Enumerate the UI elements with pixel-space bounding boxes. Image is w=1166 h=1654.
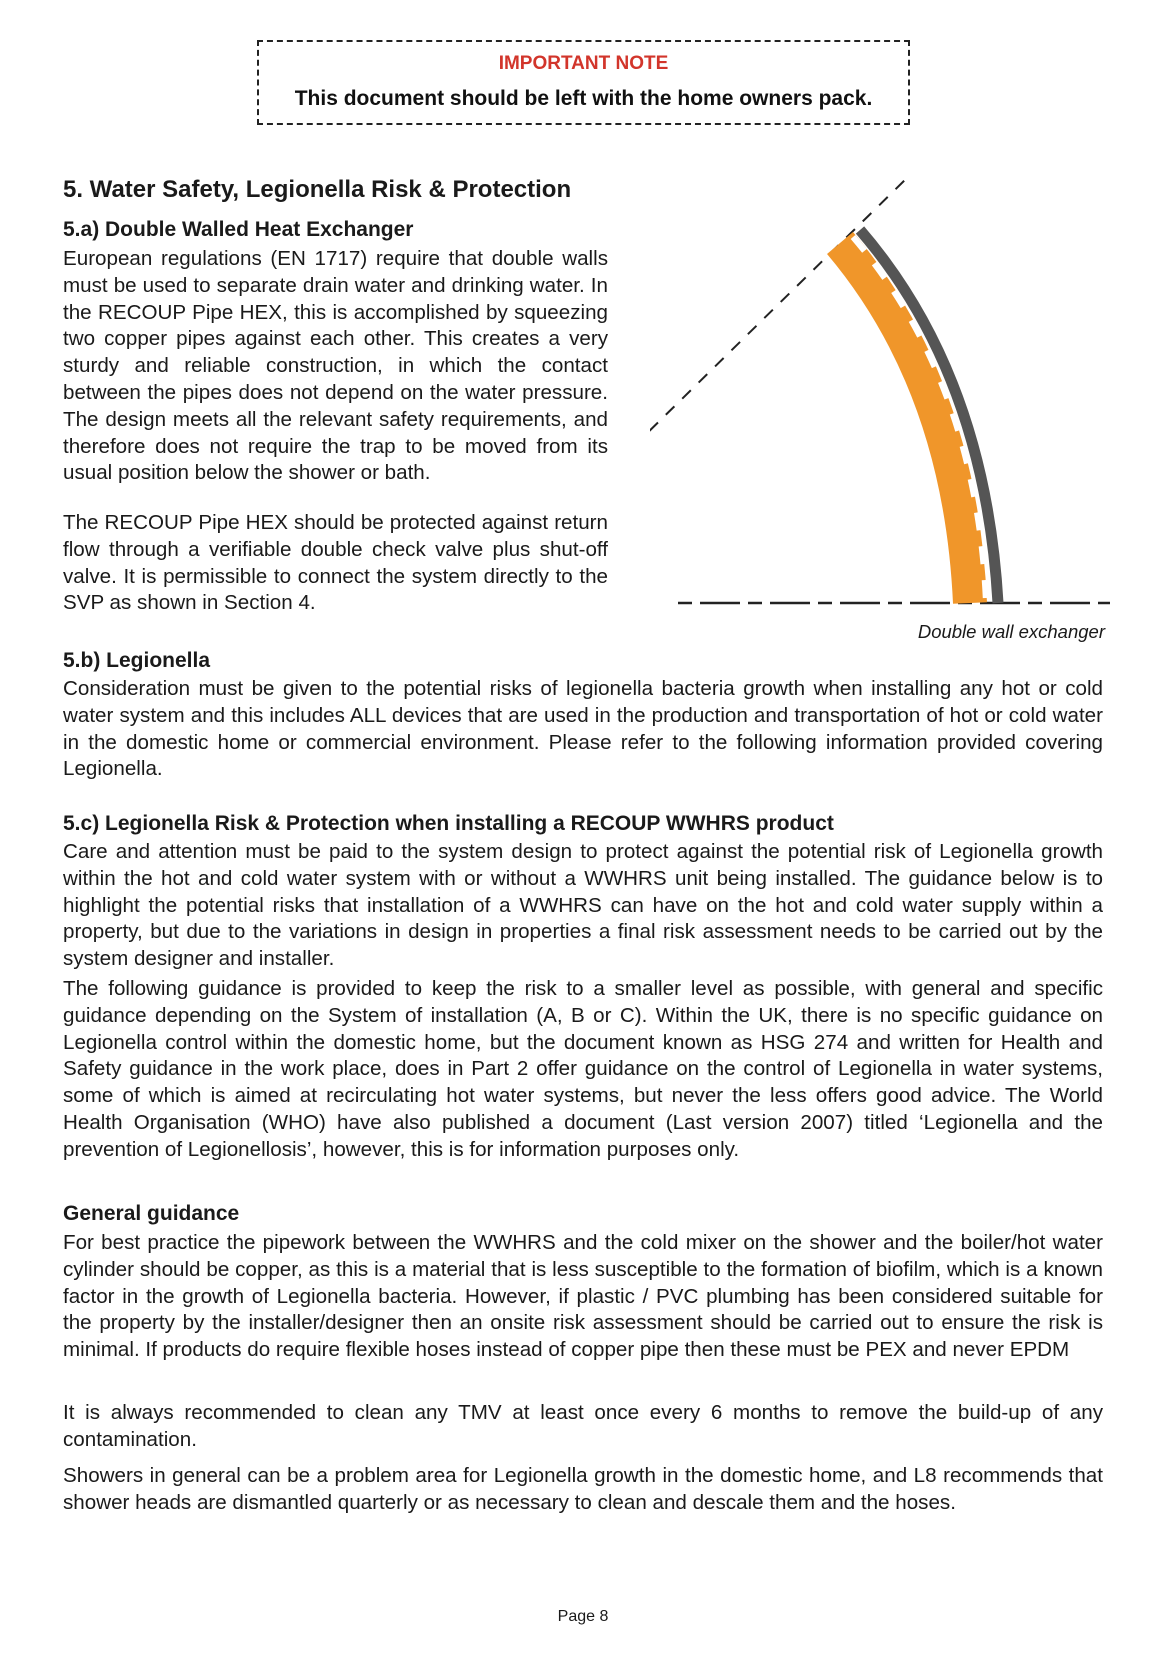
paragraph-general-1: For best practice the pipework between the WWHRS and the cold mixer on the shower and the boiler/hot water cylinder should be copper, as this is a material that is less susceptible to the formation of biofilm, which is a known factor in the growth of Legionella bacteria. However, if plastic / PVC plumbing has been considered suitable for the property by the installer/designer then an onsite risk assessment should be carried out to ensure the risk is minimal. If products do require flexible hoses instead of copper pipe then these must be PEX and never EPDM — [63, 1231, 1103, 1362]
important-note-text: This document should be left with the home owners pack. — [294, 87, 873, 110]
figure-caption: Double wall exchanger — [917, 621, 1105, 642]
page-number: Page 8 — [557, 1608, 609, 1625]
heading-5b: 5.b) Legionella — [63, 649, 211, 672]
double-wall-exchanger-diagram — [650, 175, 1110, 645]
paragraph-general-2: It is always recommended to clean any TMV at least once every 6 months to remove the build-up of any contamination. — [63, 1401, 1103, 1451]
section-title: 5. Water Safety, Legionella Risk & Protection — [63, 176, 572, 203]
important-note-title: IMPORTANT NOTE — [498, 53, 669, 74]
paragraph-5c-1: Care and attention must be paid to the system design to protect against the potential risk of Legionella growth within the hot and cold water system with or without a WWHRS unit being installed. The guidance below is to highlight the potential risks that installation of a WWHRS can have on the hot and cold water supply within a property, but due to the variations in design in properties a final risk assessment needs to be carried out by the system designer and installer. — [63, 840, 1103, 971]
paragraph-5b-1: Consideration must be given to the potential risks of legionella bacteria growth when installing any hot or cold water system and this includes ALL devices that are used in the production and transportation of hot or cold water in the domestic home or commercial environment. Please refer to the following information provided covering Legionella. — [63, 677, 1103, 781]
heading-5a: 5.a) Double Walled Heat Exchanger — [63, 218, 414, 241]
important-note-box — [257, 40, 910, 125]
paragraph-5a-2: The RECOUP Pipe HEX should be protected against return flow through a verifiable double check valve plus shut-off valve. It is permissible to connect the system directly to the SVP as shown in Section 4. — [63, 511, 608, 615]
heading-general-guidance: General guidance — [63, 1202, 240, 1225]
paragraph-5a-1: European regulations (EN 1717) require that double walls must be used to separate drain water and drinking water. In the RECOUP Pipe HEX, this is accomplished by squeezing two copper pipes against each other. This creates a very sturdy and reliable construction, in which the contact between the pipes does not depend on the water pressure. The design meets all the relevant safety requirements, and therefore does not require the trap to be moved from its usual position below the shower or bath. — [63, 247, 608, 485]
heading-5c: 5.c) Legionella Risk & Protection when installing a RECOUP WWHRS product — [63, 812, 834, 835]
paragraph-5c-2: The following guidance is provided to keep the risk to a smaller level as possible, with general and specific guidance depending on the System of installation (A, B or C). Within the UK, there is no specific guidance on Legionella control within the domestic home, but the document known as HSG 274 and written for Health and Safety guidance in the work place, does in Part 2 offer guidance on the control of Legionella in water systems, some of which is aimed at recirculating hot water systems, but never the less offers good advice. The World Health Organisation (WHO) have also published a document (Last version 2007) titled ‘Legionella and the prevention of Legionellosis’, however, this is for information purposes only. — [63, 977, 1103, 1161]
paragraph-general-3: Showers in general can be a problem area for Legionella growth in the domestic home, and L8 recommends that shower heads are dismantled quarterly or as necessary to clean and descale them and the hoses. — [63, 1464, 1103, 1514]
